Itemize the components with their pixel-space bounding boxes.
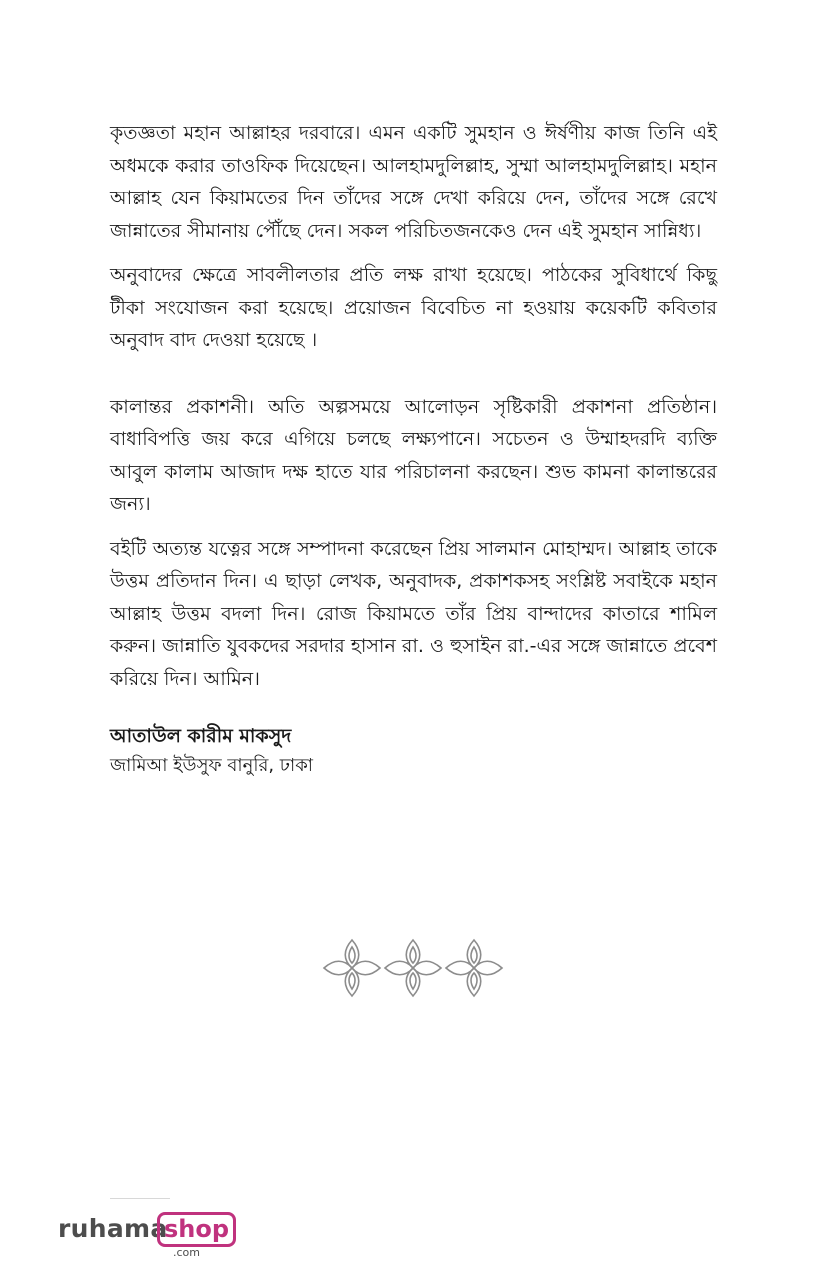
paragraph-gratitude: কৃতজ্ঞতা মহান আল্লাহর দরবারে। এমন একটি সুমহান ও ঈর্ষণীয় কাজ তিনি এই অধমকে করার তাওফিক দিয়েছেন। আলহামদুলিল্লাহ, সুম্মা আলহামদুলিল্লাহ। মহান আল্লাহ যেন কিয়ামতের দিন তাঁদের সঙ্গে দেখা করিয়ে দেন, তাঁদের সঙ্গে রেখে জান্নাতের সীমানায় পৌঁছে দেন। সকল পরিচিতজনকেও দেন এই সুমহান সান্নিধ্য। [110, 122, 717, 242]
paragraph-publisher: কালান্তর প্রকাশনী। অতি অল্পসময়ে আলোড়ন সৃষ্টিকারী প্রকাশনা প্রতিষ্ঠান। বাধাবিপত্তি জয় করে এগিয়ে চলছে লক্ষ্যপানে। সচেতন ও উম্মাহদরদি ব্যক্তি আবুল কালাম আজাদ দক্ষ হাতে যার পরিচালনা করছেন। শুভ কামনা কালান্তরের জন্য। [110, 395, 717, 515]
signature-place: জামিআ ইউসুফ বানুরি, ঢাকা [110, 755, 314, 776]
paragraph-editor: বইটি অত্যন্ত যত্নের সঙ্গে সম্পাদনা করেছেন প্রিয় সালমান মোহাম্মদ। আল্লাহ তাকে উত্তম প্রতিদান দিন। এ ছাড়া লেখক, অনুবাদক, প্রকাশকসহ সংশ্লিষ্ট সবাইকে মহান আল্লাহ উত্তম বদলা দিন। রোজ কিয়ামতে তাঁর প্রিয় বান্দাদের কাতারে শামিল করুন। জান্নাতি যুবকদের সরদার হাসান রা. ও হুসাইন রা.-এর সঙ্গে জান্নাতে প্রবেশ করিয়ে দিন। আমিন। [110, 537, 717, 690]
flower-icon [324, 940, 380, 996]
page-content [110, 117, 717, 781]
paragraph-translation-note: অনুবাদের ক্ষেত্রে সাবলীলতার প্রতি লক্ষ রাখা হয়েছে। পাঠকের সুবিধার্থে কিছু টীকা সংযোজন করা হয়েছে। প্রয়োজন বিবেচিত না হওয়ায় কয়েকটি কবিতার অনুবাদ বাদ দেওয়া হয়েছে । [110, 264, 717, 351]
flower-icon [446, 940, 502, 996]
floral-divider-icon [322, 938, 504, 1002]
logo-text-shop: shop [157, 1212, 236, 1247]
signature-name: আতাউল কারীম মাকসুদ [110, 725, 292, 747]
flower-icon [385, 940, 441, 996]
logo-text-ruhama: ruhama [58, 1214, 168, 1243]
signature-block [110, 721, 717, 781]
ruhamashop-logo[interactable] [58, 1212, 230, 1262]
logo-text-com: .com [173, 1246, 200, 1259]
footer-divider [110, 1198, 170, 1199]
